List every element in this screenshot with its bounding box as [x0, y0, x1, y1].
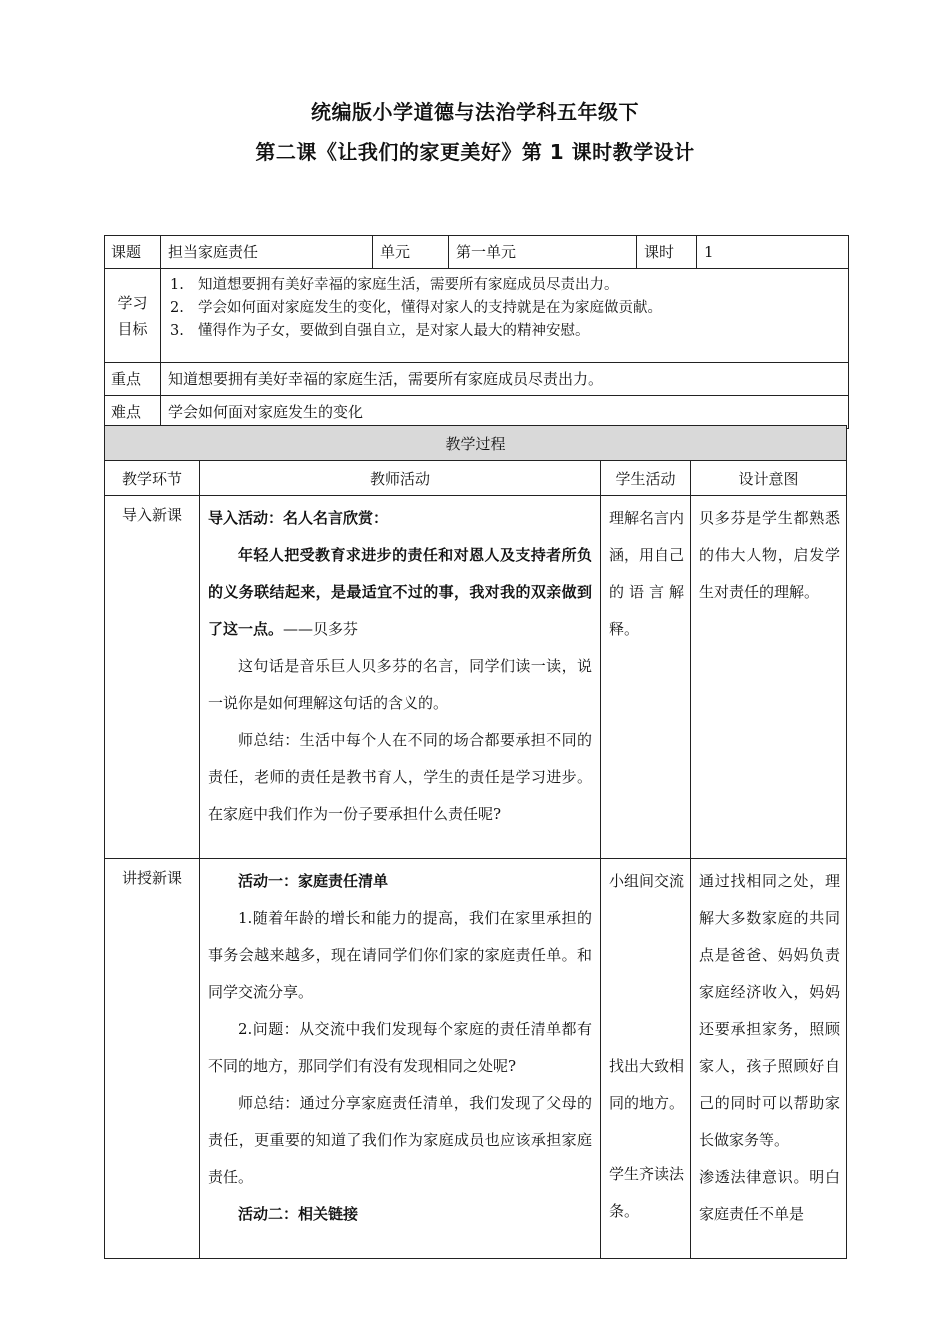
difficulty-value: 学会如何面对家庭发生的变化 [161, 396, 849, 429]
student-activity-intro: 理解名言内涵，用自己的语言解释。 [601, 496, 691, 859]
goals-label-line-2: 目标 [117, 319, 148, 338]
activity-1-paragraph-1: 1.随着年龄的增长和能力的提高，我们在家里承担的事务会越来越多，现在请同学们你们家的家庭责任单。和同学交流分享。 [208, 909, 592, 1001]
goal-item: 2. 学会如何面对家庭发生的变化，懂得对家人的支持就是在为家庭做贡献。 [170, 300, 662, 316]
activity-1-paragraph-2: 2.问题：从交流中我们发现每个家庭的责任清单都有不同的地方，那同学们有没有发现相同之处呢? [208, 1020, 592, 1075]
lesson-info-table [104, 235, 849, 429]
activity-1-summary: 师总结：通过分享家庭责任清单，我们发现了父母的责任，更重要的知道了我们作为家庭成员也应该承担家庭责任。 [208, 1094, 592, 1186]
header-teacher: 教师活动 [200, 461, 601, 496]
intro-paragraph-2: 师总结：生活中每个人在不同的场合都要承担不同的责任，老师的责任是教书育人，学生的责任是学习进步。在家庭中我们作为一份子要承担什么责任呢? [208, 731, 592, 823]
spacer [609, 900, 684, 974]
design-intent-intro: 贝多芬是学生都熟悉的伟大人物，启发学生对责任的理解。 [691, 496, 847, 859]
doc-title-line-1: 统编版小学道德与法治学科五年级下 [311, 100, 639, 124]
stage-lesson: 讲授新课 [105, 859, 200, 1259]
intent-lesson-note-1: 通过找相同之处，理解大多数家庭的共同点是爸爸、妈妈负责家庭经济收入，妈妈还要承担家务，照顾家人，孩子照顾好自己的同时可以帮助家长做家务等。 [699, 872, 841, 1149]
doc-title-line-2: 第二课《让我们的家更美好》第 1 课时教学设计 [255, 140, 695, 164]
goal-item: 1. 知道想要拥有美好幸福的家庭生活，需要所有家庭成员尽责出力。 [170, 277, 619, 293]
unit-label: 单元 [373, 236, 449, 269]
intent-lesson-note-2: 渗透法律意识。明白家庭责任不单是 [699, 1168, 841, 1223]
header-stage: 教学环节 [105, 461, 200, 496]
intro-paragraph-1: 这句话是音乐巨人贝多芬的名言，同学们读一读，说一说你是如何理解这句话的含义的。 [208, 657, 592, 712]
difficulty-label: 难点 [105, 396, 161, 429]
goal-item: 3. 懂得作为子女，要做到自强自立，是对家人最大的精神安慰。 [170, 323, 590, 339]
key-point-label: 重点 [105, 363, 161, 396]
intro-heading: 导入活动：名人名言欣赏： [208, 509, 389, 527]
teacher-activity-lesson [200, 859, 601, 1259]
goals-label-line-1: 学习 [117, 293, 148, 312]
activity-1-title: 活动一：家庭责任清单 [238, 872, 389, 890]
topic-label: 课题 [105, 236, 161, 269]
key-point-value: 知道想要拥有美好幸福的家庭生活，需要所有家庭成员尽责出力。 [161, 363, 849, 396]
stage-intro: 导入新课 [105, 496, 200, 859]
period-value: 1 [697, 236, 849, 269]
goals-cell [161, 269, 849, 363]
process-band-heading: 教学过程 [105, 426, 847, 461]
student-activity-lesson [601, 859, 691, 1259]
intro-quote: 年轻人把受教育求进步的责任和对恩人及支持者所负的义务联结起来，是最适宜不过的事，我对我的双亲做到了这一点。——贝多芬 [208, 546, 592, 638]
teacher-activity-intro [200, 496, 601, 859]
goals-list [168, 274, 841, 343]
student-lesson-note-3: 学生齐读法条。 [609, 1165, 685, 1220]
teaching-process-table [104, 425, 847, 1259]
student-lesson-note-2: 找出大致相同的地方。 [609, 1057, 685, 1112]
student-lesson-note-1: 小组间交流 [609, 872, 685, 890]
header-intent: 设计意图 [691, 461, 847, 496]
goals-label [105, 269, 161, 363]
unit-value: 第一单元 [449, 236, 637, 269]
period-label: 课时 [637, 236, 697, 269]
header-student: 学生活动 [601, 461, 691, 496]
design-intent-lesson [691, 859, 847, 1259]
spacer [609, 1122, 684, 1156]
topic-value: 担当家庭责任 [161, 236, 373, 269]
activity-2-title: 活动二：相关链接 [238, 1205, 359, 1223]
spacer [609, 974, 684, 1048]
